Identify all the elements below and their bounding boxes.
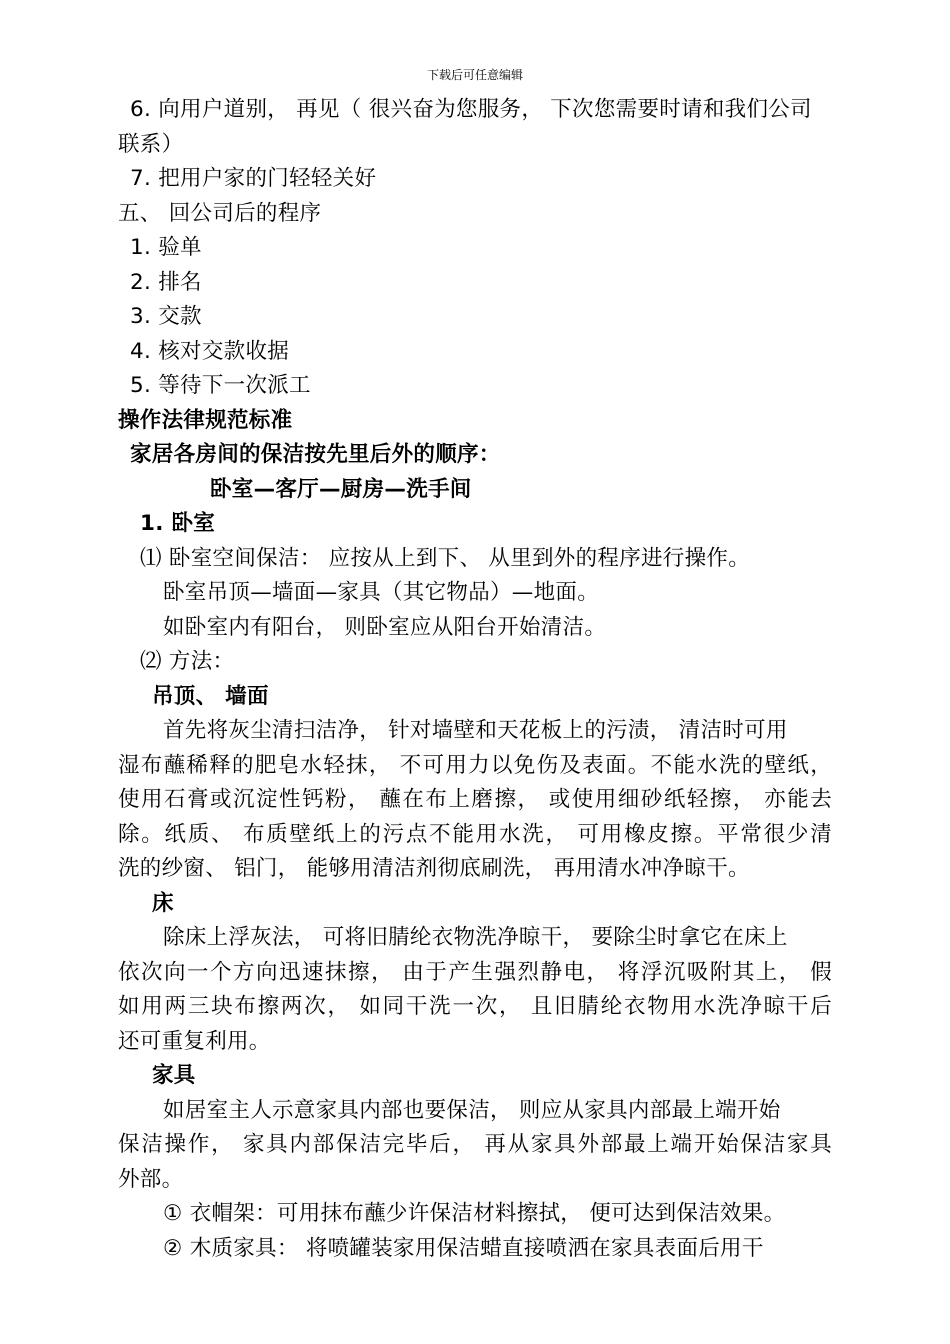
list-item: ② 木质家具： 将喷罐装家用保洁蜡直接喷洒在家具表面后用干 [163,1236,764,1261]
text-line: 卧室吊顶—墙面—家具（其它物品）—地面。 [163,580,600,605]
sub-heading: 床 [152,891,174,916]
list-item: ① 衣帽架：可用抹布蘸少许保洁材料擦拭， 便可达到保洁效果。 [163,1201,786,1226]
subtitle-heading: 家居各房间的保洁按先里后外的顺序： [130,442,501,467]
text-line: ⑴ 卧室空间保洁： 应按从上到下、 从里到外的程序进行操作。 [140,546,751,571]
paragraph-line: 外部。 [118,1167,184,1192]
page-header: 下载后可任意编辑 [426,68,523,82]
title-heading: 操作法律规范标准 [118,408,293,433]
list-item: 1. 验单 [130,235,202,260]
paragraph-line: 保洁操作， 家具内部保洁完毕后， 再从家具外部最上端开始保洁家具 [118,1132,832,1157]
paragraph-line: 除床上浮灰法， 可将旧腈纶衣物洗净晾干， 要除尘时拿它在床上 [163,925,788,950]
paragraph-line: 使用石膏或沉淀性钙粉， 蘸在布上磨擦， 或使用细砂纸轻擦， 亦能去 [118,787,832,812]
room-order: 卧室—客厅—厨房—洗手间 [210,477,472,502]
paragraph-line: 如居室主人示意家具内部也要保洁， 则应从家具内部最上端开始 [163,1098,781,1123]
text-line: 6. 向用户道别， 再见（ 很兴奋为您服务， 下次您需要时请和我们公司 [130,97,812,122]
text-line: ⑵ 方法： [140,649,235,674]
paragraph-line: 首先将灰尘清扫洁净， 针对墙壁和天花板上的污渍， 清洁时可用 [163,718,788,743]
list-item: 3. 交款 [130,304,202,329]
paragraph-line: 洗的纱窗、 铝门， 能够用清洁剂彻底刷洗， 再用清水冲净晾干。 [118,856,750,881]
paragraph-line: 如用两三块布擦两次， 如同干洗一次， 且旧腈纶衣物用水洗净晾干后 [118,994,832,1019]
paragraph-line: 还可重复利用。 [118,1029,271,1054]
text-line: 7. 把用户家的门轻轻关好 [130,166,377,191]
paragraph-line: 除。纸质、 布质壁纸上的污点不能用水洗， 可用橡皮擦。平常很少清 [118,822,832,847]
sub-heading: 吊顶、 墙面 [152,684,269,709]
paragraph-line: 湿布蘸稀释的肥皂水轻抹， 不可用力以免伤及表面。不能水洗的壁纸， [118,753,832,778]
text-line: 如卧室内有阳台， 则卧室应从阳台开始清洁。 [163,615,607,640]
list-item: 2. 排名 [130,270,202,295]
list-item: 5. 等待下一次派工 [130,373,311,398]
text-line: 联系） [118,132,184,157]
sub-heading: 家具 [152,1063,196,1088]
section-heading: 五、 回公司后的程序 [118,201,322,226]
paragraph-line: 依次向一个方向迅速抹擦， 由于产生强烈静电， 将浮沉吸附其上， 假 [118,960,832,985]
list-item: 4. 核对交款收据 [130,339,290,364]
section-heading: 1. 卧室 [140,511,216,536]
